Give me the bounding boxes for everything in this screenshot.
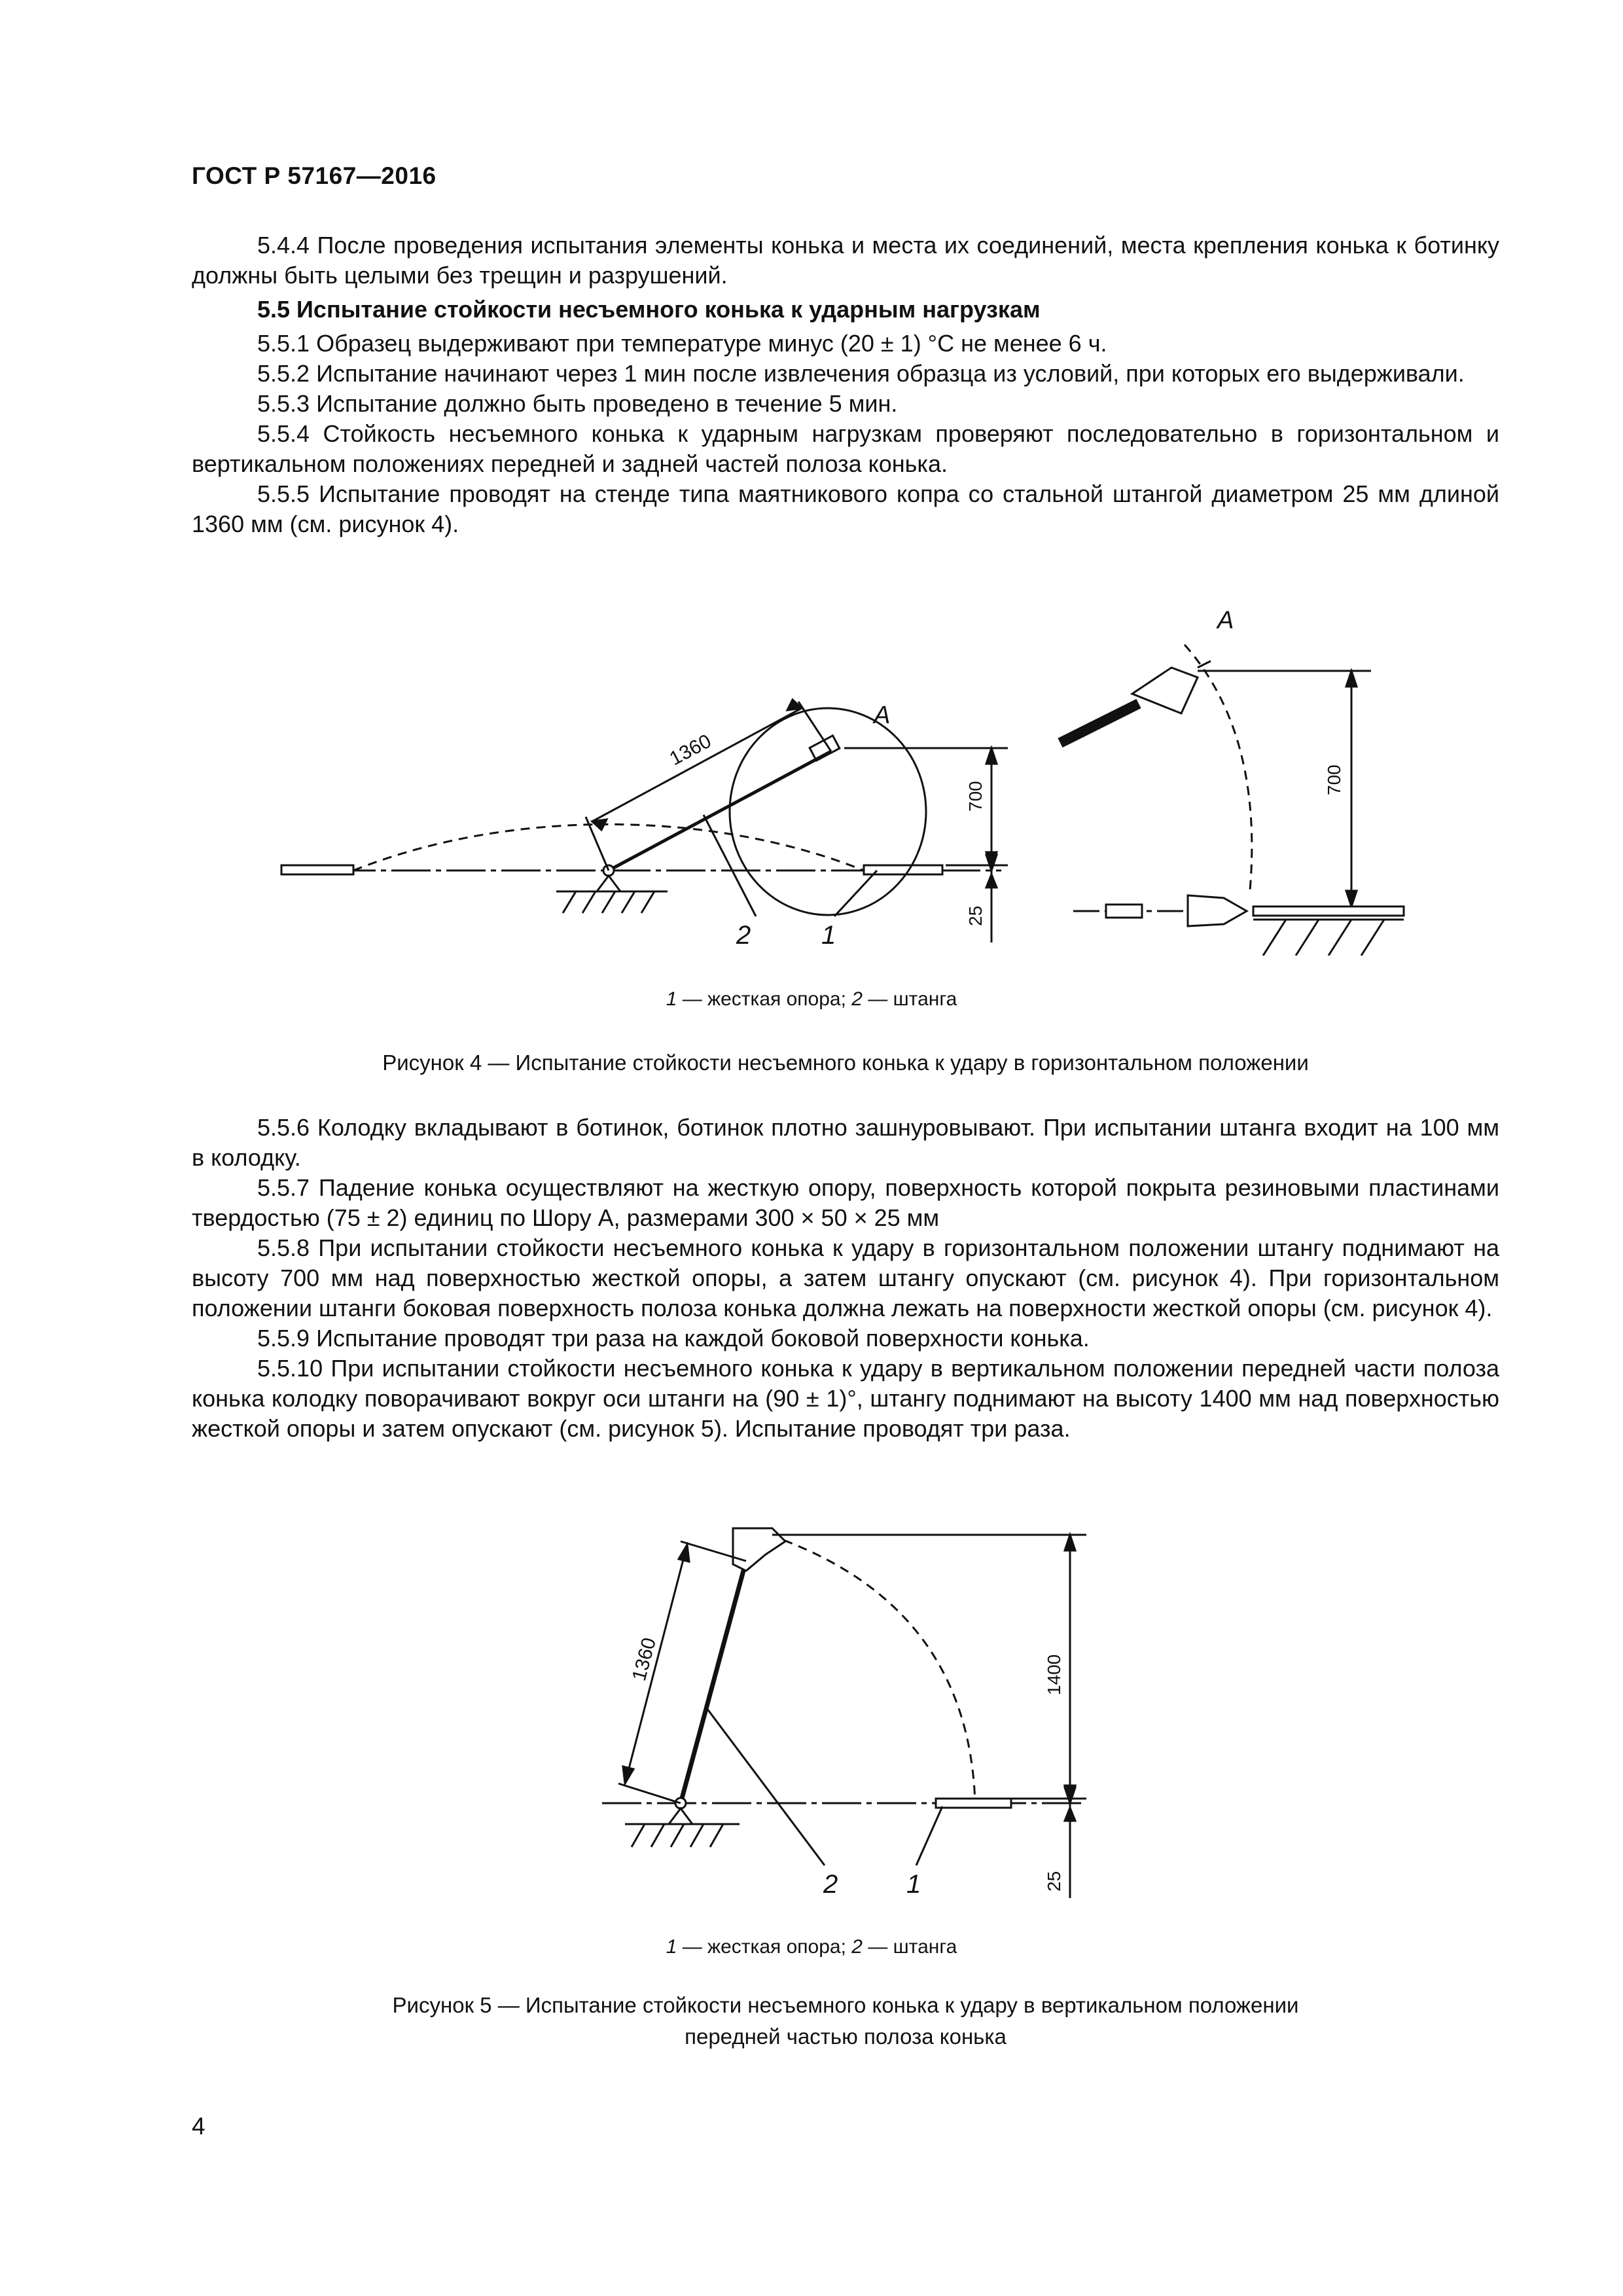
figure-4-drawing — [0, 589, 1623, 956]
legend-num-1: 1 — [666, 988, 677, 1010]
ground-hatch-left — [563, 891, 654, 913]
figure-4-caption: Рисунок 4 — Испытание стойкости несъемного конька к удару в горизонтальном положении — [382, 1050, 1309, 1075]
rigid-support-detail — [1253, 906, 1404, 916]
figure-5-caption-line2: передней частью полоза конька — [685, 2024, 1007, 2049]
paragraph-5-5-10: 5.5.10 При испытании стойкости несъемного конька к удару в вертикальном положении передней части полоза конька колодку поворачивают вокруг оси штанги на (90 ± 1)°, штангу поднимают на высоту 1400 мм над поверхностью жесткой опоры и затем опускают (см. рисунок 5). Испытание проводят три раза. — [192, 1355, 1499, 1442]
text-section-bottom — [192, 1113, 1499, 1444]
dim-25-label: 25 — [965, 905, 986, 926]
legend-text-2-fig5: — штанга — [862, 1936, 957, 1958]
detail-title-a: A — [1217, 607, 1234, 634]
leader-1-left — [834, 870, 877, 916]
paragraph-5-5-9: 5.5.9 Испытание проводят три раза на каждой боковой поверхности конька. — [257, 1325, 1090, 1352]
dim-1360-label-fig5: 1360 — [628, 1635, 661, 1683]
legend-num-2-fig5: 2 — [851, 1936, 863, 1958]
rod-detail-upper — [1060, 704, 1139, 743]
section-heading-5-5: 5.5 Испытание стойкости несъемного конька к ударным нагрузкам — [257, 296, 1041, 323]
paragraph-5-5-1: 5.5.1 Образец выдерживают при температуре минус (20 ± 1) °С не менее 6 ч. — [257, 330, 1107, 357]
dim-1360-label: 1360 — [666, 730, 715, 770]
paragraph-5-5-7: 5.5.7 Падение конька осуществляют на жесткую опору, поверхность которой покрыта резиновыми пластинами твердостью (75 ± 2) единиц по Шору А, размерами 300 × 50 × 25 мм — [192, 1174, 1499, 1231]
callout-2-fig4: 2 — [736, 921, 751, 950]
document-header: ГОСТ Р 57167—2016 — [192, 162, 437, 189]
leader-1-fig5 — [916, 1806, 942, 1865]
dim-line-1360-left — [592, 708, 802, 821]
dim-700-label: 700 — [965, 781, 986, 812]
figure-5-caption-line1: Рисунок 5 — Испытание стойкости несъемного конька к удару в вертикальном положении — [392, 1993, 1299, 2017]
leader-2-left — [704, 815, 756, 916]
figure-5-caption — [192, 1990, 1499, 2053]
ground-hatch-fig5 — [632, 1824, 723, 1847]
paragraph-5-5-4: 5.5.4 Стойкость несъемного конька к ударным нагрузкам проверяют последовательно в горизонтальном и вертикальном положениях передней и задней частей полоза конька. — [192, 420, 1499, 477]
figure-4 — [0, 589, 1623, 956]
pivot-mount-left — [597, 876, 620, 891]
paragraph-5-4-4: 5.4.4 После проведения испытания элементы конька и места их соединений, места крепления конька к ботинку должны быть целыми без трещин и разрушений. — [192, 232, 1499, 289]
legend-num-1-fig5: 1 — [666, 1936, 677, 1958]
legend-num-2: 2 — [851, 988, 863, 1010]
legend-text-1: — жесткая опора; — [677, 988, 852, 1010]
callout-2-fig5: 2 — [823, 1870, 838, 1899]
page-number: 4 — [192, 2113, 205, 2140]
swing-arc-fig5 — [769, 1535, 975, 1803]
rod-left — [609, 751, 831, 870]
callout-1-fig4: 1 — [821, 921, 836, 950]
figure-5-legend — [0, 1936, 1623, 1958]
rigid-support-fig5 — [936, 1799, 1011, 1808]
figure-5-drawing — [0, 1505, 1623, 1937]
legend-text-1-fig5: — жесткая опора; — [677, 1936, 852, 1958]
skate-head-upper — [1132, 668, 1198, 713]
paragraph-5-5-2: 5.5.2 Испытание начинают через 1 мин после извлечения образца из условий, при которых его выдерживали. — [257, 360, 1465, 387]
rod-fig5 — [681, 1561, 746, 1803]
leader-2-fig5 — [707, 1708, 825, 1865]
rod-detail-lower — [1106, 905, 1142, 918]
paragraph-5-5-6: 5.5.6 Колодку вкладывают в ботинок, ботинок плотно зашнуровывают. При испытании штанга входит на 100 мм в колодку. — [192, 1114, 1499, 1171]
figure-4-legend — [0, 988, 1623, 1011]
ground-hatch-detail — [1263, 920, 1384, 956]
dim-1400-label-fig5: 1400 — [1044, 1654, 1064, 1695]
dim-700-detail-label: 700 — [1324, 764, 1344, 795]
detail-label-a: A — [874, 702, 891, 729]
paragraph-5-5-8: 5.5.8 При испытании стойкости несъемного конька к удару в горизонтальном положении штангу поднимают на высоту 700 мм над поверхностью жесткой опоры, а затем штангу опускают (см. рисунок 4). При горизонтальном положении штанги боковая поверхность полоза конька должна лежать на поверхности жесткой опоры (см. рисунок 4). — [192, 1234, 1499, 1321]
legend-text-2: — штанга — [862, 988, 957, 1010]
text-section-top — [192, 230, 1499, 539]
rod-head-left — [810, 736, 840, 761]
bar-end-left — [281, 865, 353, 874]
callout-1-fig5: 1 — [906, 1870, 921, 1899]
figure-5 — [0, 1505, 1623, 1937]
paragraph-5-5-3: 5.5.3 Испытание должно быть проведено в течение 5 мин. — [257, 390, 898, 417]
paragraph-5-5-5: 5.5.5 Испытание проводят на стенде типа маятникового копра со стальной штангой диаметром 25 мм длиной 1360 мм (см. рисунок 4). — [192, 480, 1499, 537]
skate-head-lower — [1188, 895, 1247, 926]
dim-25-label-fig5: 25 — [1044, 1871, 1064, 1892]
swing-arc-left — [353, 824, 864, 870]
